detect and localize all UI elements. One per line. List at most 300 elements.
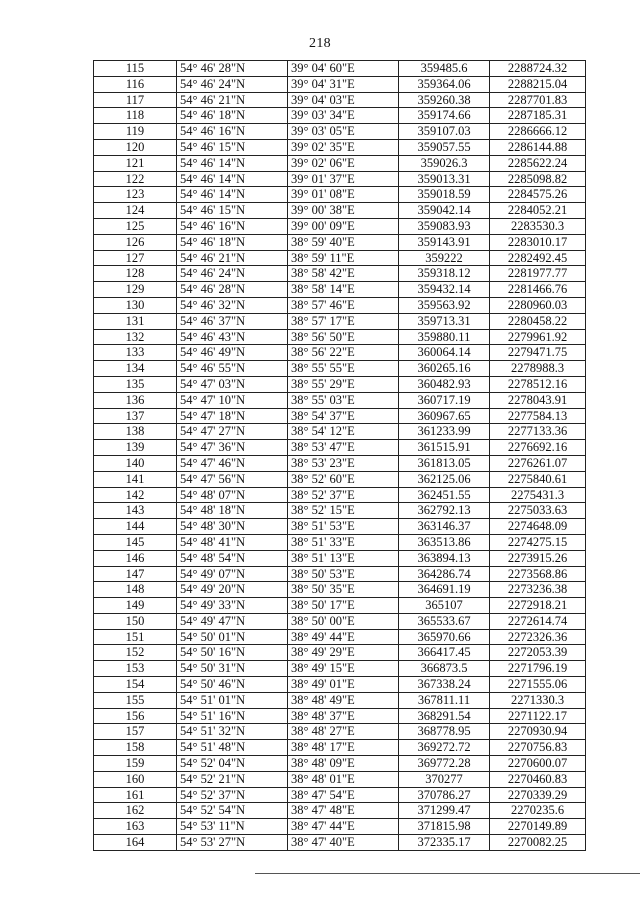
y-coordinate-cell: 2270082.25 (490, 835, 586, 851)
x-coordinate-cell: 365107 (399, 598, 490, 614)
y-coordinate-cell: 2271555.06 (490, 677, 586, 693)
y-coordinate-cell: 2277584.13 (490, 408, 586, 424)
point-number-cell: 161 (94, 787, 177, 803)
longitude-cell: 38° 49' 44"E (288, 629, 399, 645)
table-row (94, 503, 586, 519)
point-number-cell: 156 (94, 708, 177, 724)
table-row (94, 171, 586, 187)
longitude-cell: 38° 53' 23"E (288, 455, 399, 471)
table-row (94, 297, 586, 313)
table-row (94, 661, 586, 677)
latitude-cell: 54° 51' 01"N (177, 692, 288, 708)
point-number-cell: 164 (94, 835, 177, 851)
table-row (94, 455, 586, 471)
x-coordinate-cell: 368778.95 (399, 724, 490, 740)
point-number-cell: 130 (94, 297, 177, 313)
longitude-cell: 38° 50' 35"E (288, 582, 399, 598)
table-row (94, 787, 586, 803)
latitude-cell: 54° 47' 27"N (177, 424, 288, 440)
x-coordinate-cell: 362792.13 (399, 503, 490, 519)
x-coordinate-cell: 362125.06 (399, 471, 490, 487)
coordinates-table (93, 60, 586, 851)
y-coordinate-cell: 2288215.04 (490, 76, 586, 92)
y-coordinate-cell: 2275033.63 (490, 503, 586, 519)
longitude-cell: 38° 57' 17"E (288, 313, 399, 329)
latitude-cell: 54° 51' 32"N (177, 724, 288, 740)
point-number-cell: 150 (94, 613, 177, 629)
x-coordinate-cell: 359013.31 (399, 171, 490, 187)
longitude-cell: 38° 48' 37"E (288, 708, 399, 724)
latitude-cell: 54° 46' 49"N (177, 345, 288, 361)
x-coordinate-cell: 359042.14 (399, 203, 490, 219)
latitude-cell: 54° 49' 33"N (177, 598, 288, 614)
point-number-cell: 144 (94, 519, 177, 535)
table-row (94, 187, 586, 203)
longitude-cell: 39° 04' 03"E (288, 92, 399, 108)
latitude-cell: 54° 48' 07"N (177, 487, 288, 503)
table-row (94, 771, 586, 787)
table-row (94, 361, 586, 377)
longitude-cell: 38° 52' 37"E (288, 487, 399, 503)
table-row (94, 677, 586, 693)
latitude-cell: 54° 46' 28"N (177, 61, 288, 77)
y-coordinate-cell: 2276692.16 (490, 440, 586, 456)
longitude-cell: 38° 55' 29"E (288, 376, 399, 392)
x-coordinate-cell: 371815.98 (399, 819, 490, 835)
table-row (94, 756, 586, 772)
point-number-cell: 118 (94, 108, 177, 124)
longitude-cell: 39° 04' 31"E (288, 76, 399, 92)
latitude-cell: 54° 46' 43"N (177, 329, 288, 345)
x-coordinate-cell: 364691.19 (399, 582, 490, 598)
longitude-cell: 39° 01' 08"E (288, 187, 399, 203)
x-coordinate-cell: 361813.05 (399, 455, 490, 471)
y-coordinate-cell: 2275840.61 (490, 471, 586, 487)
x-coordinate-cell: 359563.92 (399, 297, 490, 313)
y-coordinate-cell: 2271122.17 (490, 708, 586, 724)
latitude-cell: 54° 46' 18"N (177, 108, 288, 124)
x-coordinate-cell: 359174.66 (399, 108, 490, 124)
point-number-cell: 115 (94, 61, 177, 77)
x-coordinate-cell: 370277 (399, 771, 490, 787)
longitude-cell: 38° 47' 44"E (288, 819, 399, 835)
y-coordinate-cell: 2272614.74 (490, 613, 586, 629)
y-coordinate-cell: 2271330.3 (490, 692, 586, 708)
point-number-cell: 126 (94, 234, 177, 250)
table-row (94, 692, 586, 708)
latitude-cell: 54° 48' 30"N (177, 519, 288, 535)
point-number-cell: 147 (94, 566, 177, 582)
longitude-cell: 38° 48' 09"E (288, 756, 399, 772)
y-coordinate-cell: 2277133.36 (490, 424, 586, 440)
table-row (94, 329, 586, 345)
y-coordinate-cell: 2279471.75 (490, 345, 586, 361)
point-number-cell: 124 (94, 203, 177, 219)
latitude-cell: 54° 52' 21"N (177, 771, 288, 787)
x-coordinate-cell: 359485.6 (399, 61, 490, 77)
point-number-cell: 132 (94, 329, 177, 345)
x-coordinate-cell: 361233.99 (399, 424, 490, 440)
point-number-cell: 127 (94, 250, 177, 266)
latitude-cell: 54° 46' 28"N (177, 282, 288, 298)
y-coordinate-cell: 2285098.82 (490, 171, 586, 187)
longitude-cell: 38° 54' 12"E (288, 424, 399, 440)
y-coordinate-cell: 2281466.76 (490, 282, 586, 298)
y-coordinate-cell: 2272053.39 (490, 645, 586, 661)
table-row (94, 61, 586, 77)
latitude-cell: 54° 47' 36"N (177, 440, 288, 456)
table-row (94, 582, 586, 598)
table-row (94, 550, 586, 566)
longitude-cell: 38° 49' 15"E (288, 661, 399, 677)
latitude-cell: 54° 46' 18"N (177, 234, 288, 250)
point-number-cell: 125 (94, 218, 177, 234)
point-number-cell: 117 (94, 92, 177, 108)
x-coordinate-cell: 359018.59 (399, 187, 490, 203)
longitude-cell: 38° 55' 55"E (288, 361, 399, 377)
y-coordinate-cell: 2276261.07 (490, 455, 586, 471)
point-number-cell: 139 (94, 440, 177, 456)
point-number-cell: 116 (94, 76, 177, 92)
table-row (94, 282, 586, 298)
longitude-cell: 39° 02' 06"E (288, 155, 399, 171)
x-coordinate-cell: 359107.03 (399, 124, 490, 140)
longitude-cell: 38° 53' 47"E (288, 440, 399, 456)
longitude-cell: 39° 03' 05"E (288, 124, 399, 140)
y-coordinate-cell: 2270149.89 (490, 819, 586, 835)
latitude-cell: 54° 50' 01"N (177, 629, 288, 645)
longitude-cell: 38° 48' 49"E (288, 692, 399, 708)
y-coordinate-cell: 2280458.22 (490, 313, 586, 329)
latitude-cell: 54° 46' 37"N (177, 313, 288, 329)
longitude-cell: 38° 50' 53"E (288, 566, 399, 582)
point-number-cell: 160 (94, 771, 177, 787)
point-number-cell: 140 (94, 455, 177, 471)
latitude-cell: 54° 46' 16"N (177, 218, 288, 234)
point-number-cell: 154 (94, 677, 177, 693)
point-number-cell: 121 (94, 155, 177, 171)
longitude-cell: 38° 52' 15"E (288, 503, 399, 519)
longitude-cell: 38° 57' 46"E (288, 297, 399, 313)
longitude-cell: 39° 03' 34"E (288, 108, 399, 124)
point-number-cell: 138 (94, 424, 177, 440)
x-coordinate-cell: 359713.31 (399, 313, 490, 329)
y-coordinate-cell: 2288724.32 (490, 61, 586, 77)
table-row (94, 471, 586, 487)
point-number-cell: 128 (94, 266, 177, 282)
point-number-cell: 135 (94, 376, 177, 392)
latitude-cell: 54° 49' 47"N (177, 613, 288, 629)
table-row (94, 534, 586, 550)
latitude-cell: 54° 49' 07"N (177, 566, 288, 582)
latitude-cell: 54° 47' 10"N (177, 392, 288, 408)
point-number-cell: 163 (94, 819, 177, 835)
table-row (94, 487, 586, 503)
y-coordinate-cell: 2283530.3 (490, 218, 586, 234)
longitude-cell: 38° 54' 37"E (288, 408, 399, 424)
longitude-cell: 38° 56' 22"E (288, 345, 399, 361)
longitude-cell: 39° 00' 38"E (288, 203, 399, 219)
longitude-cell: 38° 56' 50"E (288, 329, 399, 345)
y-coordinate-cell: 2278512.16 (490, 376, 586, 392)
x-coordinate-cell: 360482.93 (399, 376, 490, 392)
latitude-cell: 54° 53' 11"N (177, 819, 288, 835)
table-row (94, 218, 586, 234)
y-coordinate-cell: 2274275.15 (490, 534, 586, 550)
table-row (94, 803, 586, 819)
x-coordinate-cell: 359143.91 (399, 234, 490, 250)
table-row (94, 234, 586, 250)
x-coordinate-cell: 359364.06 (399, 76, 490, 92)
y-coordinate-cell: 2284052.21 (490, 203, 586, 219)
y-coordinate-cell: 2281977.77 (490, 266, 586, 282)
latitude-cell: 54° 46' 24"N (177, 76, 288, 92)
latitude-cell: 54° 52' 37"N (177, 787, 288, 803)
y-coordinate-cell: 2272918.21 (490, 598, 586, 614)
table-row (94, 629, 586, 645)
longitude-cell: 38° 55' 03"E (288, 392, 399, 408)
point-number-cell: 153 (94, 661, 177, 677)
latitude-cell: 54° 47' 56"N (177, 471, 288, 487)
x-coordinate-cell: 359318.12 (399, 266, 490, 282)
x-coordinate-cell: 367338.24 (399, 677, 490, 693)
longitude-cell: 38° 48' 27"E (288, 724, 399, 740)
latitude-cell: 54° 48' 41"N (177, 534, 288, 550)
y-coordinate-cell: 2270756.83 (490, 740, 586, 756)
longitude-cell: 38° 58' 42"E (288, 266, 399, 282)
latitude-cell: 54° 46' 24"N (177, 266, 288, 282)
x-coordinate-cell: 370786.27 (399, 787, 490, 803)
table-row (94, 708, 586, 724)
latitude-cell: 54° 50' 46"N (177, 677, 288, 693)
table-row (94, 408, 586, 424)
point-number-cell: 120 (94, 139, 177, 155)
latitude-cell: 54° 49' 20"N (177, 582, 288, 598)
point-number-cell: 146 (94, 550, 177, 566)
longitude-cell: 38° 49' 01"E (288, 677, 399, 693)
longitude-cell: 38° 49' 29"E (288, 645, 399, 661)
table-row (94, 724, 586, 740)
point-number-cell: 133 (94, 345, 177, 361)
table-row (94, 139, 586, 155)
point-number-cell: 152 (94, 645, 177, 661)
y-coordinate-cell: 2278043.91 (490, 392, 586, 408)
point-number-cell: 162 (94, 803, 177, 819)
longitude-cell: 38° 59' 11"E (288, 250, 399, 266)
y-coordinate-cell: 2280960.03 (490, 297, 586, 313)
longitude-cell: 39° 01' 37"E (288, 171, 399, 187)
longitude-cell: 38° 58' 14"E (288, 282, 399, 298)
latitude-cell: 54° 46' 14"N (177, 171, 288, 187)
page-number: 218 (309, 36, 331, 51)
latitude-cell: 54° 46' 15"N (177, 203, 288, 219)
y-coordinate-cell: 2270600.07 (490, 756, 586, 772)
x-coordinate-cell: 360265.16 (399, 361, 490, 377)
x-coordinate-cell: 363146.37 (399, 519, 490, 535)
table-row (94, 203, 586, 219)
x-coordinate-cell: 367811.11 (399, 692, 490, 708)
y-coordinate-cell: 2274648.09 (490, 519, 586, 535)
latitude-cell: 54° 46' 15"N (177, 139, 288, 155)
point-number-cell: 131 (94, 313, 177, 329)
x-coordinate-cell: 359260.38 (399, 92, 490, 108)
table-row (94, 266, 586, 282)
longitude-cell: 38° 50' 17"E (288, 598, 399, 614)
y-coordinate-cell: 2286666.12 (490, 124, 586, 140)
coordinates-table-body (94, 61, 586, 851)
longitude-cell: 38° 48' 01"E (288, 771, 399, 787)
x-coordinate-cell: 366417.45 (399, 645, 490, 661)
table-row (94, 645, 586, 661)
latitude-cell: 54° 53' 27"N (177, 835, 288, 851)
point-number-cell: 142 (94, 487, 177, 503)
longitude-cell: 38° 51' 53"E (288, 519, 399, 535)
latitude-cell: 54° 47' 46"N (177, 455, 288, 471)
longitude-cell: 39° 04' 60"E (288, 61, 399, 77)
y-coordinate-cell: 2270235.6 (490, 803, 586, 819)
table-row (94, 740, 586, 756)
x-coordinate-cell: 368291.54 (399, 708, 490, 724)
table-row (94, 392, 586, 408)
y-coordinate-cell: 2275431.3 (490, 487, 586, 503)
longitude-cell: 38° 47' 48"E (288, 803, 399, 819)
table-row (94, 76, 586, 92)
point-number-cell: 149 (94, 598, 177, 614)
y-coordinate-cell: 2286144.88 (490, 139, 586, 155)
latitude-cell: 54° 46' 14"N (177, 187, 288, 203)
point-number-cell: 158 (94, 740, 177, 756)
point-number-cell: 141 (94, 471, 177, 487)
table-row (94, 835, 586, 851)
longitude-cell: 38° 51' 33"E (288, 534, 399, 550)
y-coordinate-cell: 2271796.19 (490, 661, 586, 677)
latitude-cell: 54° 52' 04"N (177, 756, 288, 772)
table-row (94, 124, 586, 140)
bottom-rule (255, 873, 640, 874)
table-row (94, 345, 586, 361)
latitude-cell: 54° 47' 18"N (177, 408, 288, 424)
longitude-cell: 38° 47' 54"E (288, 787, 399, 803)
x-coordinate-cell: 362451.55 (399, 487, 490, 503)
y-coordinate-cell: 2287185.31 (490, 108, 586, 124)
x-coordinate-cell: 369272.72 (399, 740, 490, 756)
table-row (94, 92, 586, 108)
point-number-cell: 136 (94, 392, 177, 408)
point-number-cell: 119 (94, 124, 177, 140)
y-coordinate-cell: 2273236.38 (490, 582, 586, 598)
point-number-cell: 123 (94, 187, 177, 203)
table-row (94, 519, 586, 535)
y-coordinate-cell: 2278988.3 (490, 361, 586, 377)
table-row (94, 598, 586, 614)
y-coordinate-cell: 2270460.83 (490, 771, 586, 787)
x-coordinate-cell: 359880.11 (399, 329, 490, 345)
point-number-cell: 129 (94, 282, 177, 298)
x-coordinate-cell: 365970.66 (399, 629, 490, 645)
latitude-cell: 54° 50' 16"N (177, 645, 288, 661)
table-row (94, 440, 586, 456)
y-coordinate-cell: 2270339.29 (490, 787, 586, 803)
x-coordinate-cell: 361515.91 (399, 440, 490, 456)
x-coordinate-cell: 359222 (399, 250, 490, 266)
table-row (94, 613, 586, 629)
longitude-cell: 38° 52' 60"E (288, 471, 399, 487)
table-row (94, 424, 586, 440)
latitude-cell: 54° 46' 21"N (177, 250, 288, 266)
latitude-cell: 54° 48' 54"N (177, 550, 288, 566)
x-coordinate-cell: 372335.17 (399, 835, 490, 851)
point-number-cell: 159 (94, 756, 177, 772)
longitude-cell: 38° 51' 13"E (288, 550, 399, 566)
y-coordinate-cell: 2287701.83 (490, 92, 586, 108)
latitude-cell: 54° 52' 54"N (177, 803, 288, 819)
x-coordinate-cell: 363513.86 (399, 534, 490, 550)
y-coordinate-cell: 2272326.36 (490, 629, 586, 645)
latitude-cell: 54° 46' 55"N (177, 361, 288, 377)
latitude-cell: 54° 46' 32"N (177, 297, 288, 313)
point-number-cell: 143 (94, 503, 177, 519)
point-number-cell: 122 (94, 171, 177, 187)
longitude-cell: 38° 48' 17"E (288, 740, 399, 756)
x-coordinate-cell: 371299.47 (399, 803, 490, 819)
x-coordinate-cell: 359057.55 (399, 139, 490, 155)
point-number-cell: 148 (94, 582, 177, 598)
y-coordinate-cell: 2283010.17 (490, 234, 586, 250)
table-row (94, 108, 586, 124)
y-coordinate-cell: 2285622.24 (490, 155, 586, 171)
y-coordinate-cell: 2279961.92 (490, 329, 586, 345)
table-row (94, 250, 586, 266)
point-number-cell: 134 (94, 361, 177, 377)
x-coordinate-cell: 364286.74 (399, 566, 490, 582)
x-coordinate-cell: 369772.28 (399, 756, 490, 772)
latitude-cell: 54° 50' 31"N (177, 661, 288, 677)
table-row (94, 566, 586, 582)
longitude-cell: 39° 00' 09"E (288, 218, 399, 234)
x-coordinate-cell: 363894.13 (399, 550, 490, 566)
x-coordinate-cell: 360064.14 (399, 345, 490, 361)
table-row (94, 313, 586, 329)
latitude-cell: 54° 46' 16"N (177, 124, 288, 140)
x-coordinate-cell: 360717.19 (399, 392, 490, 408)
x-coordinate-cell: 360967.65 (399, 408, 490, 424)
y-coordinate-cell: 2282492.45 (490, 250, 586, 266)
point-number-cell: 155 (94, 692, 177, 708)
latitude-cell: 54° 48' 18"N (177, 503, 288, 519)
point-number-cell: 151 (94, 629, 177, 645)
point-number-cell: 137 (94, 408, 177, 424)
table-row (94, 155, 586, 171)
x-coordinate-cell: 359026.3 (399, 155, 490, 171)
longitude-cell: 38° 50' 00"E (288, 613, 399, 629)
y-coordinate-cell: 2273915.26 (490, 550, 586, 566)
y-coordinate-cell: 2273568.86 (490, 566, 586, 582)
point-number-cell: 145 (94, 534, 177, 550)
latitude-cell: 54° 51' 48"N (177, 740, 288, 756)
table-row (94, 376, 586, 392)
y-coordinate-cell: 2284575.26 (490, 187, 586, 203)
longitude-cell: 38° 59' 40"E (288, 234, 399, 250)
x-coordinate-cell: 365533.67 (399, 613, 490, 629)
y-coordinate-cell: 2270930.94 (490, 724, 586, 740)
latitude-cell: 54° 46' 14"N (177, 155, 288, 171)
x-coordinate-cell: 359083.93 (399, 218, 490, 234)
latitude-cell: 54° 46' 21"N (177, 92, 288, 108)
table-row (94, 819, 586, 835)
longitude-cell: 39° 02' 35"E (288, 139, 399, 155)
latitude-cell: 54° 51' 16"N (177, 708, 288, 724)
x-coordinate-cell: 366873.5 (399, 661, 490, 677)
